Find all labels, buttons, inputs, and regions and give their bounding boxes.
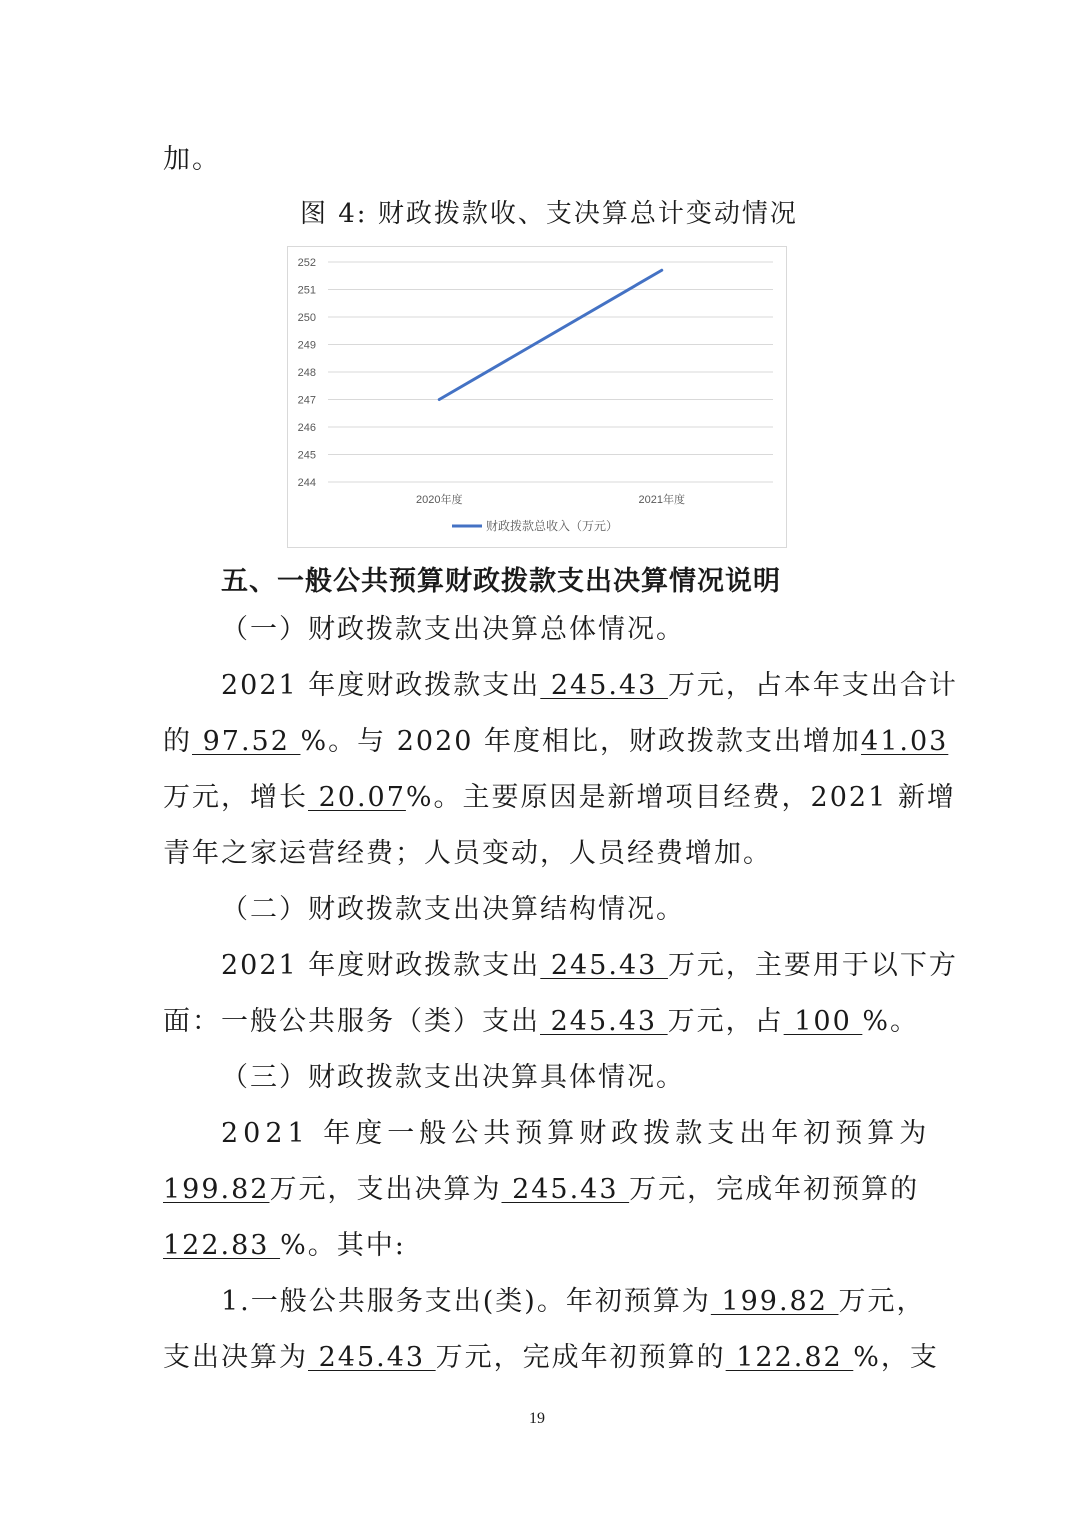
value-budget: 199.82 xyxy=(163,1174,270,1205)
text: 万元，完成年初预算的 xyxy=(435,1342,726,1373)
para3-line1: 2021 年度一般公共预算财政拨款支出年初预算为 xyxy=(221,1118,932,1149)
y-tick-label: 244 xyxy=(297,477,316,489)
value-growth: 20.07 xyxy=(308,782,406,813)
text: 2021 年度财政拨款支出 xyxy=(221,670,541,701)
value-expenditure: 245.43 xyxy=(501,1174,630,1205)
para2-line2 xyxy=(163,1002,919,1042)
y-tick-label: 251 xyxy=(297,284,316,297)
text: 支出决算为 xyxy=(163,1342,308,1373)
text: 万元，支出决算为 xyxy=(269,1174,502,1205)
y-tick-label: 246 xyxy=(297,422,316,434)
text: 面：一般公共服务（类）支出 xyxy=(163,1006,540,1037)
value-expenditure: 245.43 xyxy=(308,1342,436,1373)
section-heading: 五、一般公共预算财政拨款支出决算情况说明 xyxy=(221,566,781,597)
text: 万元，主要用于以下方 xyxy=(667,950,958,981)
text: %。主要原因是新增项目经费，2021 新增 xyxy=(405,782,956,813)
text: 万元，占 xyxy=(667,1006,784,1037)
text: 万元，增长 xyxy=(163,782,308,813)
y-tick-label: 249 xyxy=(297,339,316,352)
subheading-detail: （三）财政拨款支出决算具体情况。 xyxy=(221,1062,685,1093)
value-public-service: 245.43 xyxy=(540,1006,668,1037)
value-share: 97.52 xyxy=(192,726,301,757)
para3-line2 xyxy=(163,1170,920,1210)
subheading-structure: （二）财政拨款支出决算结构情况。 xyxy=(221,894,685,925)
y-tick-label: 248 xyxy=(297,367,316,379)
text: 的 xyxy=(163,726,192,757)
value-increase: 41.03 xyxy=(861,726,949,757)
text: %。其中: xyxy=(280,1230,406,1261)
subheading-overall: （一）财政拨款支出决算总体情况。 xyxy=(221,614,685,645)
value-percent: 100 xyxy=(783,1006,863,1037)
text: 万元， xyxy=(838,1286,926,1317)
y-tick-label: 250 xyxy=(297,312,316,324)
value-expenditure: 245.43 xyxy=(540,950,668,981)
x-tick-label: 2020年度 xyxy=(416,494,463,506)
value-budget: 199.82 xyxy=(710,1286,839,1317)
line-chart xyxy=(287,246,787,548)
para2-line1 xyxy=(221,946,971,986)
y-tick-label: 252 xyxy=(297,257,316,269)
para1-line1 xyxy=(221,666,971,706)
para4-line1 xyxy=(221,1282,971,1322)
text: 万元，完成年初预算的 xyxy=(629,1174,920,1205)
value-completion: 122.83 xyxy=(163,1230,281,1261)
para4-line2 xyxy=(163,1338,939,1378)
para1-line2 xyxy=(163,722,949,762)
figure-title: 图 4: 财政拨款收、支决算总计变动情况 xyxy=(300,199,798,229)
continued-text: 加。 xyxy=(163,144,221,175)
text: %，支 xyxy=(853,1342,939,1373)
text: 万元，占本年支出合计 xyxy=(667,670,958,701)
value-completion: 122.82 xyxy=(725,1342,854,1373)
y-tick-label: 247 xyxy=(297,394,316,407)
para3-line3 xyxy=(163,1226,913,1266)
x-tick-label: 2021年度 xyxy=(638,494,685,506)
para1-line3 xyxy=(163,778,956,818)
text: 1.一般公共服务支出(类)。年初预算为 xyxy=(221,1286,711,1317)
para1-line4: 青年之家运营经费；人员变动，人员经费增加。 xyxy=(163,838,772,869)
value-expenditure: 245.43 xyxy=(540,670,668,701)
text: %。 xyxy=(862,1006,919,1037)
y-tick-label: 245 xyxy=(297,449,316,462)
page-number: 19 xyxy=(529,1410,545,1427)
chart-svg xyxy=(288,247,788,549)
text: 2021 年度财政拨款支出 xyxy=(221,950,541,981)
legend-label: 财政拨款总收入（万元） xyxy=(486,519,619,533)
text: %。与 2020 年度相比，财政拨款支出增加 xyxy=(300,726,862,757)
